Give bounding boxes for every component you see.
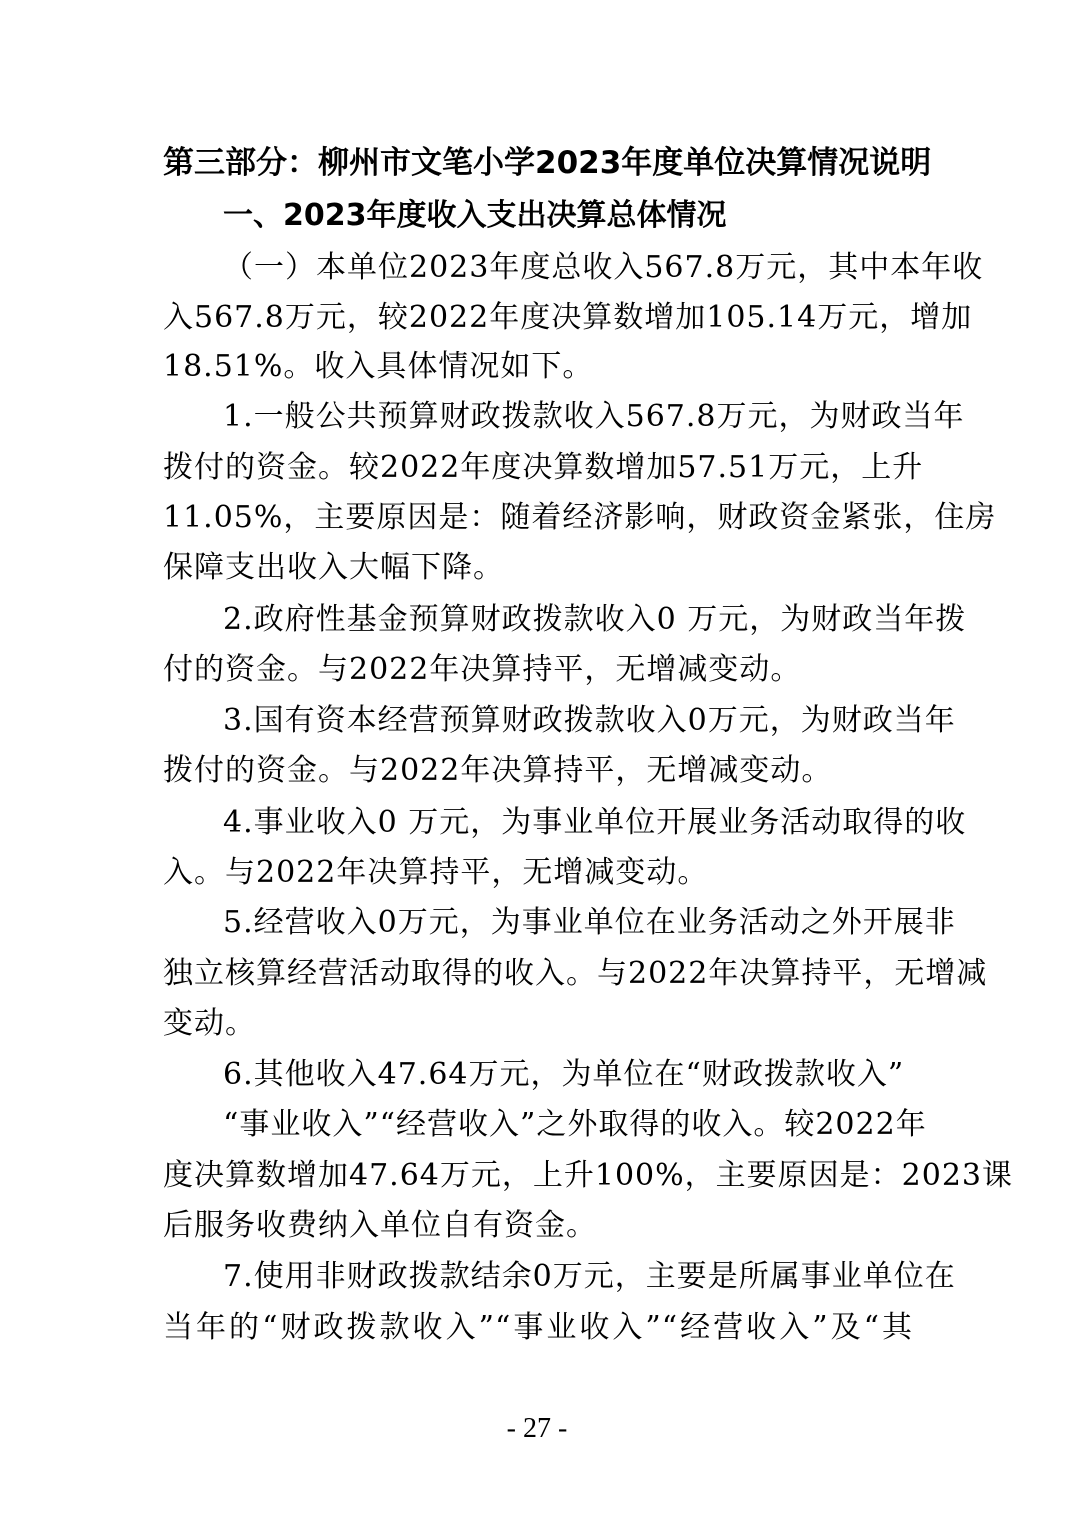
paragraph-line: 4.事业收入0 万元，为事业单位开展业务活动取得的收 — [223, 805, 967, 840]
paragraph-line: 入。与2022年决算持平，无增减变动。 — [163, 855, 709, 890]
paragraph-line: 度决算数增加47.64万元，上升100%，主要原因是：2023课 — [163, 1158, 1013, 1193]
paragraph-line: 独立核算经营活动取得的收入。与2022年决算持平，无增减 — [163, 956, 988, 991]
paragraph-line: 5.经营收入0万元，为事业单位在业务活动之外开展非 — [223, 905, 956, 940]
document-title: 第三部分：柳州市文笔小学2023年度单位决算情况说明 — [163, 145, 932, 181]
page-number: - 27 - — [506, 1413, 568, 1444]
section-heading: 一、2023年度收入支出决算总体情况 — [223, 198, 727, 233]
paragraph-line: 3.国有资本经营预算财政拨款收入0万元，为财政当年 — [223, 703, 956, 738]
paragraph-line: 1.一般公共预算财政拨款收入567.8万元，为财政当年 — [223, 399, 965, 434]
paragraph-line: 拨付的资金。与2022年决算持平，无增减变动。 — [163, 753, 833, 788]
paragraph-line: 入567.8万元，较2022年度决算数增加105.14万元，增加 — [163, 300, 973, 335]
paragraph-line: 18.51%。收入具体情况如下。 — [163, 349, 594, 384]
paragraph-line: 后服务收费纳入单位自有资金。 — [163, 1208, 597, 1243]
paragraph-line: （一）本单位2023年度总收入567.8万元，其中本年收 — [223, 250, 984, 285]
paragraph-line: 付的资金。与2022年决算持平，无增减变动。 — [163, 652, 802, 687]
paragraph-line: 保障支出收入大幅下降。 — [163, 550, 504, 585]
paragraph-line: 11.05%，主要原因是：随着经济影响，财政资金紧张，住房 — [163, 500, 997, 535]
paragraph-line: 变动。 — [163, 1006, 256, 1041]
paragraph-line: 当年的“财政拨款收入”“事业收入”“经营收入”及“其 — [163, 1310, 913, 1345]
paragraph-line: “事业收入”“经营收入”之外取得的收入。较2022年 — [223, 1107, 927, 1142]
paragraph-line: 6.其他收入47.64万元，为单位在“财政拨款收入” — [223, 1057, 905, 1092]
paragraph-line: 拨付的资金。较2022年度决算数增加57.51万元，上升 — [163, 450, 924, 485]
paragraph-line: 2.政府性基金预算财政拨款收入0 万元，为财政当年拨 — [223, 602, 967, 637]
paragraph-line: 7.使用非财政拨款结余0万元，主要是所属事业单位在 — [223, 1259, 956, 1294]
